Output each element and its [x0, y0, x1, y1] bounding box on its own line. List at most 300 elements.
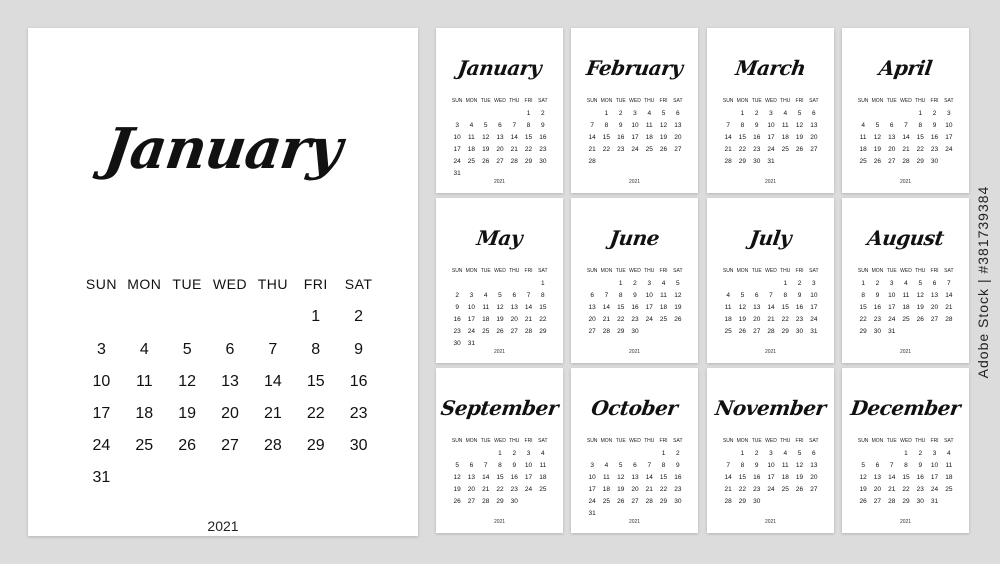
day-cell: 29	[539, 328, 547, 335]
month-title: July	[748, 226, 793, 250]
day-cell: 29	[859, 328, 867, 335]
day-cell: 28	[588, 158, 596, 165]
weekday-label: WED	[765, 438, 777, 444]
day-cell: 23	[930, 146, 939, 153]
day-cell: 24	[810, 316, 818, 323]
day-cell: 3	[889, 280, 894, 287]
week-row	[450, 146, 550, 153]
day-cell	[599, 280, 613, 287]
day-cell: 8	[783, 292, 788, 299]
day-cell	[585, 110, 599, 117]
day-cell: 28	[482, 498, 490, 505]
month-page-june	[571, 198, 698, 363]
day-cell	[856, 450, 870, 457]
day-cell: 29	[916, 158, 924, 165]
day-cell: 20	[873, 486, 882, 493]
day-cell: 24	[467, 328, 476, 335]
day-cell: 17	[645, 304, 653, 311]
day-cell: 30	[453, 340, 461, 347]
week-row	[721, 316, 821, 323]
day-cell	[464, 280, 478, 287]
day-cell: 28	[602, 328, 611, 335]
weekday-label: SAT	[944, 438, 954, 444]
day-cell: 9	[918, 462, 923, 469]
week-row	[585, 474, 685, 481]
day-cell: 26	[617, 498, 625, 505]
day-cell: 24	[767, 146, 775, 153]
weekday-label: THU	[509, 268, 520, 274]
day-cell: 26	[859, 498, 867, 505]
day-cell: 19	[795, 474, 804, 481]
weekday-label: TUE	[615, 98, 626, 104]
day-cell: 3	[647, 280, 652, 287]
weekday-label: WED	[629, 438, 641, 444]
month-title: October	[589, 396, 680, 420]
day-cell: 9	[676, 462, 680, 469]
day-cell: 22	[306, 405, 325, 422]
day-cell	[885, 110, 899, 117]
weekday-label: SUN	[857, 438, 869, 444]
day-cell: 27	[631, 498, 639, 505]
week-row	[585, 304, 685, 311]
weekday-label: SAT	[344, 276, 373, 292]
day-cell: 19	[859, 486, 867, 493]
day-cell: 25	[781, 146, 789, 153]
day-cell	[536, 498, 550, 505]
day-cell: 18	[602, 486, 611, 493]
day-cell: 9	[932, 122, 937, 129]
day-cell: 5	[918, 280, 923, 287]
day-cell: 22	[496, 486, 504, 493]
day-cell: 16	[795, 304, 804, 311]
week-row	[450, 316, 550, 323]
day-cell	[792, 158, 806, 165]
weekday-label: FRI	[930, 268, 939, 274]
year-label: 2021	[899, 349, 912, 355]
weekday-label: THU	[509, 438, 520, 444]
day-cell: 25	[859, 158, 867, 165]
day-cell: 8	[740, 462, 745, 469]
day-cell: 21	[724, 486, 732, 493]
month-page-december	[842, 368, 969, 533]
day-cell: 15	[306, 373, 325, 390]
day-cell: 10	[588, 474, 596, 481]
day-cell: 28	[767, 328, 775, 335]
day-cell: 1	[311, 308, 321, 325]
day-cell: 2	[797, 280, 802, 287]
day-cell: 4	[139, 341, 149, 358]
month-title: February	[584, 56, 685, 80]
day-cell: 19	[453, 486, 461, 493]
day-cell: 30	[674, 498, 682, 505]
weekday-label: TUE	[886, 268, 897, 274]
weekday-label: MON	[600, 438, 613, 444]
day-cell: 19	[482, 146, 490, 153]
week-row	[585, 462, 685, 469]
day-cell: 2	[455, 292, 459, 299]
day-cell	[493, 280, 507, 287]
day-cell: 11	[539, 462, 547, 469]
day-cell: 24	[453, 158, 461, 165]
day-cell: 14	[767, 304, 775, 311]
day-cell	[450, 450, 464, 457]
day-cell: 11	[859, 134, 867, 141]
day-cell: 7	[483, 462, 488, 469]
day-cell: 21	[482, 486, 490, 493]
day-cell: 31	[588, 510, 596, 517]
day-cell: 13	[888, 134, 896, 141]
day-cell: 2	[512, 450, 517, 457]
day-cell	[642, 158, 656, 165]
week-row	[585, 510, 685, 517]
day-cell: 21	[888, 486, 896, 493]
day-cell: 12	[482, 134, 490, 141]
day-cell	[337, 469, 380, 487]
day-cell: 4	[947, 450, 951, 457]
day-cell: 14	[482, 474, 490, 481]
week-row	[721, 328, 821, 335]
week-row	[721, 146, 821, 153]
day-cell: 12	[453, 474, 461, 481]
day-cell: 26	[738, 328, 747, 335]
day-cell: 30	[753, 158, 761, 165]
day-cell: 1	[740, 450, 745, 457]
weekday-label: SUN	[857, 98, 869, 104]
weekday-label: WED	[765, 268, 777, 274]
weekday-label: MON	[871, 268, 884, 274]
day-cell: 23	[539, 146, 547, 153]
day-cell: 14	[588, 134, 596, 141]
weekday-label: SAT	[673, 98, 683, 104]
weekday-label: SAT	[809, 438, 819, 444]
week-row	[856, 316, 956, 323]
day-cell: 13	[873, 474, 882, 481]
day-cell: 31	[453, 170, 461, 177]
day-cell	[735, 280, 749, 287]
week-row	[450, 340, 550, 347]
year-label: 2021	[899, 519, 912, 525]
month-page-november	[707, 368, 834, 533]
day-cell	[521, 498, 535, 505]
weekday-label: SAT	[538, 98, 548, 104]
day-cell: 17	[467, 316, 476, 323]
weekday-label: MON	[736, 98, 749, 104]
day-cell: 15	[524, 134, 533, 141]
day-cell: 15	[496, 474, 504, 481]
day-cell: 12	[873, 134, 882, 141]
day-cell: 9	[754, 462, 759, 469]
day-cell: 8	[740, 122, 745, 129]
day-cell: 16	[916, 474, 924, 481]
day-cell: 3	[526, 450, 531, 457]
weekday-label: MON	[736, 268, 749, 274]
week-row	[856, 328, 956, 335]
day-cell: 28	[645, 498, 653, 505]
week-row	[450, 486, 550, 493]
weekday-label: MON	[600, 268, 613, 274]
weekday-label: TUE	[615, 268, 626, 274]
day-cell: 25	[539, 486, 547, 493]
day-cell: 17	[92, 405, 111, 422]
day-cell: 21	[902, 146, 910, 153]
day-cell: 18	[645, 134, 653, 141]
week-row	[450, 134, 550, 141]
featured-week-row	[80, 373, 380, 391]
day-cell: 18	[467, 146, 476, 153]
day-cell: 31	[467, 340, 476, 347]
day-cell: 10	[467, 304, 476, 311]
weekday-header	[721, 438, 821, 444]
day-cell: 23	[349, 405, 368, 422]
week-row	[585, 134, 685, 141]
day-cell: 7	[268, 341, 278, 358]
day-cell	[764, 498, 778, 505]
day-cell: 5	[797, 450, 802, 457]
weekday-label: SAT	[809, 268, 819, 274]
day-cell: 24	[588, 498, 596, 505]
day-cell: 7	[526, 292, 531, 299]
day-cell: 29	[306, 437, 325, 454]
weekday-label: SUN	[451, 438, 463, 444]
day-cell: 5	[483, 122, 488, 129]
week-row	[585, 498, 685, 505]
day-cell	[507, 170, 521, 177]
month-title: December	[849, 396, 962, 420]
month-title: November	[713, 396, 828, 420]
day-cell: 17	[631, 134, 639, 141]
day-cell: 16	[753, 474, 761, 481]
day-cell: 19	[178, 405, 197, 422]
day-cell	[614, 510, 628, 517]
year-label: 2021	[899, 179, 912, 185]
day-cell: 3	[769, 110, 773, 117]
weekday-label: THU	[915, 98, 926, 104]
day-cell: 25	[902, 316, 910, 323]
day-cell: 27	[674, 146, 682, 153]
day-cell: 19	[659, 134, 668, 141]
day-cell: 8	[904, 462, 908, 469]
day-cell: 16	[753, 134, 761, 141]
weekday-label: MON	[871, 98, 884, 104]
featured-weekday-header	[80, 276, 380, 292]
day-cell: 10	[453, 134, 461, 141]
day-cell: 23	[916, 486, 924, 493]
day-cell: 5	[498, 292, 502, 299]
weekday-label: TUE	[751, 268, 762, 274]
day-cell: 21	[510, 146, 518, 153]
day-cell: 27	[930, 316, 939, 323]
day-cell: 22	[524, 146, 533, 153]
day-cell: 11	[902, 292, 910, 299]
weekday-label: WED	[900, 438, 912, 444]
weekday-label: FRI	[930, 98, 939, 104]
day-cell: 12	[795, 122, 804, 129]
weekday-label: FRI	[930, 438, 939, 444]
day-cell: 11	[482, 304, 490, 311]
day-cell: 5	[455, 462, 459, 469]
day-cell	[942, 498, 956, 505]
day-cell	[599, 510, 613, 517]
day-cell: 2	[875, 280, 880, 287]
day-cell: 1	[918, 110, 923, 117]
day-cell: 5	[661, 110, 666, 117]
day-cell: 22	[916, 146, 924, 153]
month-title: September	[439, 396, 560, 420]
day-cell: 6	[932, 280, 937, 287]
weekday-label: SUN	[722, 98, 734, 104]
day-cell: 17	[945, 134, 953, 141]
day-cell: 2	[918, 450, 923, 457]
week-row	[721, 462, 821, 469]
day-cell: 15	[617, 304, 625, 311]
week-row	[721, 450, 821, 457]
day-cell	[251, 469, 294, 487]
week-row	[585, 292, 685, 299]
day-cell: 16	[510, 474, 518, 481]
weekday-label: SUN	[586, 438, 598, 444]
day-cell: 4	[541, 450, 545, 457]
day-cell	[599, 158, 613, 165]
day-cell: 15	[738, 474, 747, 481]
day-cell: 10	[92, 373, 111, 390]
weekday-label: TUE	[480, 438, 491, 444]
day-cell: 3	[96, 341, 106, 358]
month-page-august	[842, 198, 969, 363]
weekday-label: TUE	[172, 276, 202, 292]
day-cell	[628, 510, 642, 517]
day-cell: 17	[767, 474, 775, 481]
day-cell: 3	[590, 462, 594, 469]
week-row	[721, 292, 821, 299]
week-row	[721, 498, 821, 505]
weekday-label: TUE	[615, 438, 626, 444]
day-cell: 24	[92, 437, 111, 454]
day-cell: 13	[588, 304, 596, 311]
day-cell: 25	[482, 328, 490, 335]
weekday-label: THU	[780, 98, 791, 104]
day-cell: 3	[769, 450, 773, 457]
month-page-march	[707, 28, 834, 193]
day-cell: 27	[810, 486, 818, 493]
weekday-header	[856, 98, 956, 104]
day-cell: 20	[810, 474, 818, 481]
day-cell: 7	[590, 122, 594, 129]
weekday-label: THU	[915, 268, 926, 274]
weekday-label: FRI	[524, 438, 533, 444]
week-row	[856, 146, 956, 153]
day-cell: 19	[795, 134, 804, 141]
day-cell	[778, 498, 792, 505]
day-cell: 6	[676, 110, 680, 117]
weekday-header	[450, 438, 550, 444]
day-cell: 15	[602, 134, 611, 141]
day-cell: 22	[738, 146, 747, 153]
day-cell: 2	[932, 110, 937, 117]
day-cell	[628, 158, 642, 165]
day-cell: 31	[92, 469, 111, 486]
day-cell: 26	[916, 316, 924, 323]
day-cell: 18	[482, 316, 490, 323]
day-cell: 8	[541, 292, 545, 299]
weekday-header	[585, 98, 685, 104]
weekday-label: THU	[915, 438, 926, 444]
day-cell: 29	[781, 328, 789, 335]
day-cell: 11	[660, 292, 667, 299]
day-cell: 1	[526, 110, 531, 117]
month-title: June	[608, 226, 661, 250]
day-cell: 10	[767, 462, 775, 469]
featured-week-row	[80, 308, 380, 326]
day-cell	[80, 308, 123, 326]
day-cell	[642, 328, 656, 335]
day-cell: 20	[588, 316, 596, 323]
day-cell: 26	[873, 158, 882, 165]
weekday-header	[856, 268, 956, 274]
day-cell: 26	[178, 437, 197, 454]
day-cell: 21	[767, 316, 775, 323]
weekday-label: MON	[871, 438, 884, 444]
day-cell	[671, 328, 685, 335]
weekday-label: FRI	[795, 268, 804, 274]
day-cell	[507, 340, 521, 347]
day-cell: 6	[633, 462, 637, 469]
day-cell	[807, 158, 821, 165]
day-cell: 7	[726, 122, 730, 129]
day-cell: 15	[902, 474, 910, 481]
day-cell	[521, 280, 535, 287]
month-page-january	[436, 28, 563, 193]
day-cell: 6	[469, 462, 474, 469]
week-row	[450, 122, 550, 129]
day-cell: 11	[781, 122, 789, 129]
day-cell: 23	[617, 146, 625, 153]
day-cell: 29	[496, 498, 504, 505]
day-cell	[209, 469, 252, 487]
day-cell: 19	[916, 304, 924, 311]
day-cell: 27	[873, 498, 882, 505]
day-cell: 16	[453, 316, 461, 323]
week-row	[450, 328, 550, 335]
day-cell: 22	[781, 316, 789, 323]
day-cell: 24	[888, 316, 896, 323]
featured-week-row	[80, 405, 380, 423]
day-cell	[507, 110, 521, 117]
day-cell: 21	[588, 146, 596, 153]
weekday-label: MON	[465, 438, 478, 444]
day-cell: 13	[810, 122, 818, 129]
day-cell: 30	[349, 437, 368, 454]
day-cell: 18	[724, 316, 732, 323]
day-cell: 23	[753, 146, 761, 153]
weekday-label: WED	[212, 276, 248, 292]
day-cell: 3	[469, 292, 474, 299]
weekday-label: FRI	[659, 268, 668, 274]
weekday-label: WED	[494, 98, 506, 104]
day-cell	[642, 510, 656, 517]
featured-week-row	[80, 341, 380, 359]
day-cell: 14	[263, 373, 282, 390]
day-cell: 10	[945, 122, 953, 129]
day-cell	[507, 280, 521, 287]
day-cell: 2	[618, 110, 623, 117]
week-row	[585, 110, 685, 117]
week-row	[721, 304, 821, 311]
day-cell: 12	[916, 292, 924, 299]
week-row	[585, 122, 685, 129]
day-cell: 7	[769, 292, 773, 299]
day-cell: 1	[618, 280, 623, 287]
weekday-label: WED	[765, 98, 777, 104]
